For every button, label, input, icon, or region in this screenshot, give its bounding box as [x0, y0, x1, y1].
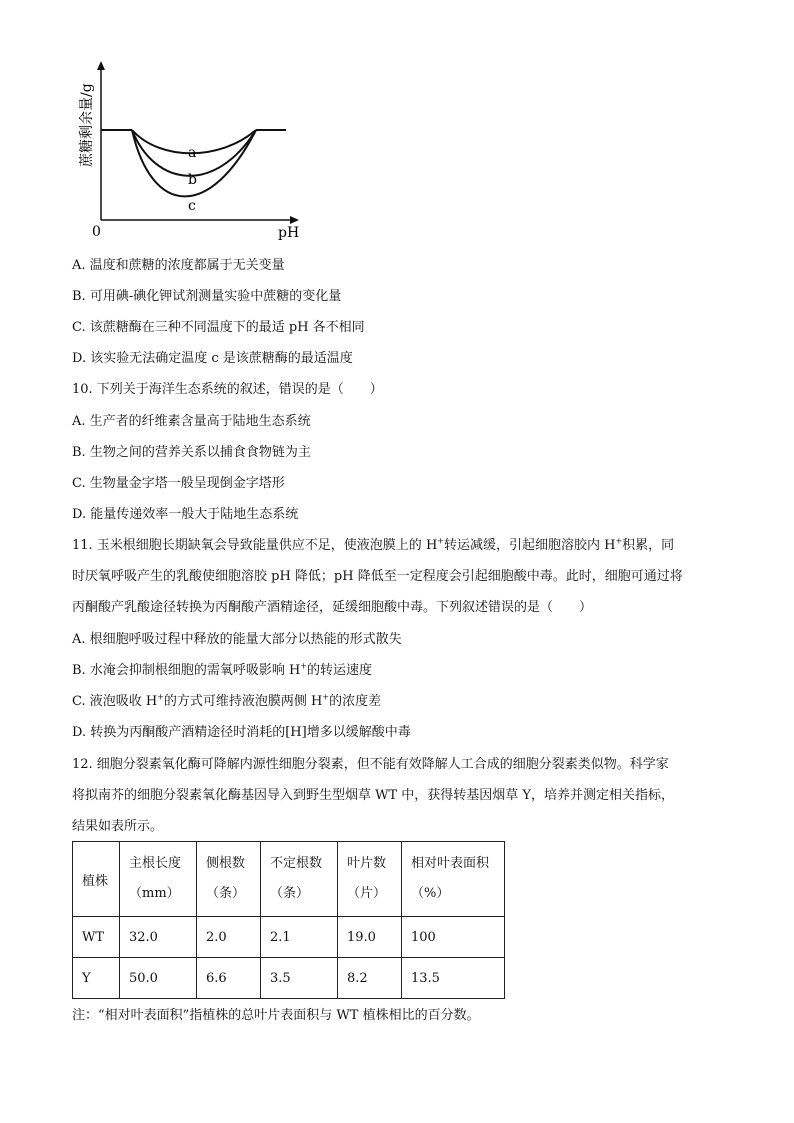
- q10-stem: 10. 下列关于海洋生态系统的叙述，错误的是（ ）: [72, 382, 383, 397]
- table-row: [73, 917, 505, 958]
- x-axis-arrow: [290, 216, 299, 224]
- table-cell: 3.5: [261, 958, 338, 999]
- x-axis-label: pH: [278, 225, 300, 241]
- q9-option-b: B. 可用碘-碘化钾试剂测量实验中蔗糖的变化量: [72, 289, 342, 304]
- origin-label: 0: [92, 224, 101, 240]
- header-cell-relative-leaf-area: 相对叶表面积 （%）: [402, 842, 505, 917]
- header-cell-main-root-length: 主根长度 （mm）: [120, 842, 197, 917]
- q11-option-b: B. 水淹会抑制根细胞的需氧呼吸影响 H+的转运速度: [72, 661, 373, 678]
- q10-option-b: B. 生物之间的营养关系以捕食食物链为主: [72, 445, 311, 460]
- enzyme-ph-figure: [70, 55, 310, 245]
- q10-option-a: A. 生产者的纤维素含量高于陆地生态系统: [72, 414, 311, 429]
- q11-stem-line2: 时厌氧呼吸产生的乳酸使细胞溶胶 pH 降低；pH 降低至一定程度会引起细胞酸中毒。此时，细胞可通过将: [72, 569, 683, 584]
- results-table: [72, 841, 505, 999]
- y-axis-label: 蔗糖剩余量/g: [79, 83, 95, 167]
- q12-stem-line3: 结果如表所示。: [72, 819, 164, 834]
- q12-stem-line1: 12. 细胞分裂素氧化酶可降解内源性细胞分裂素，但不能有效降解人工合成的细胞分裂素类似物。科学家: [72, 757, 669, 772]
- q11-option-a: A. 根细胞呼吸过程中释放的能量大部分以热能的形式散失: [72, 632, 402, 647]
- q9-option-d: D. 该实验无法确定温度 c 是该蔗糖酶的最适温度: [72, 351, 353, 366]
- table-cell: 8.2: [338, 958, 402, 999]
- q10-option-c: C. 生物量金字塔一般呈现倒金字塔形: [72, 476, 285, 491]
- table-cell: WT: [73, 917, 120, 958]
- q10-option-d: D. 能量传递效率一般大于陆地生态系统: [72, 507, 299, 522]
- table-cell: 13.5: [402, 958, 505, 999]
- header-cell-plant: 植株: [73, 842, 120, 917]
- table-cell: 19.0: [338, 917, 402, 958]
- table-cell: 2.1: [261, 917, 338, 958]
- header-cell-leaf-count: 叶片数 （片）: [338, 842, 402, 917]
- table-cell: 6.6: [197, 958, 261, 999]
- curve-label-a: a: [188, 145, 197, 161]
- header-cell-lateral-roots: 侧根数 （条）: [197, 842, 261, 917]
- q11-option-d: D. 转换为丙酮酸产酒精途径时消耗的[H]增多以缓解酸中毒: [72, 725, 411, 740]
- y-axis-arrow: [97, 61, 105, 70]
- table-cell: 32.0: [120, 917, 197, 958]
- curve-label-b: b: [188, 172, 197, 188]
- table-row: [73, 958, 505, 999]
- table-header-row: [73, 842, 505, 917]
- q11-option-c: C. 液泡吸收 H+的方式可维持液泡膜两侧 H+的浓度差: [72, 692, 382, 709]
- q12-stem-line2: 将拟南芥的细胞分裂素氧化酶基因导入到野生型烟草 WT 中，获得转基因烟草 Y，培养并测定相关指标，: [72, 788, 675, 803]
- curve-label-c: c: [188, 198, 196, 214]
- table-note: 注：“相对叶表面积”指植株的总叶片表面积与 WT 植株相比的百分数。: [72, 1008, 480, 1023]
- table-cell: Y: [73, 958, 120, 999]
- table-cell: 50.0: [120, 958, 197, 999]
- table-cell: 2.0: [197, 917, 261, 958]
- q11-stem-line3: 丙酮酸产乳酸途径转换为丙酮酸产酒精途径，延缓细胞酸中毒。下列叙述错误的是（ ）: [72, 600, 593, 615]
- q9-option-a: A. 温度和蔗糖的浓度都属于无关变量: [72, 258, 285, 273]
- table-cell: 100: [402, 917, 505, 958]
- q9-option-c: C. 该蔗糖酶在三种不同温度下的最适 pH 各不相同: [72, 320, 365, 335]
- q11-stem-line1: 11. 玉米根细胞长期缺氧会导致能量供应不足，使液泡膜上的 H+转运减缓，引起细胞溶胶内 H+积累，同: [72, 536, 675, 553]
- header-cell-adventitious-roots: 不定根数 （条）: [261, 842, 338, 917]
